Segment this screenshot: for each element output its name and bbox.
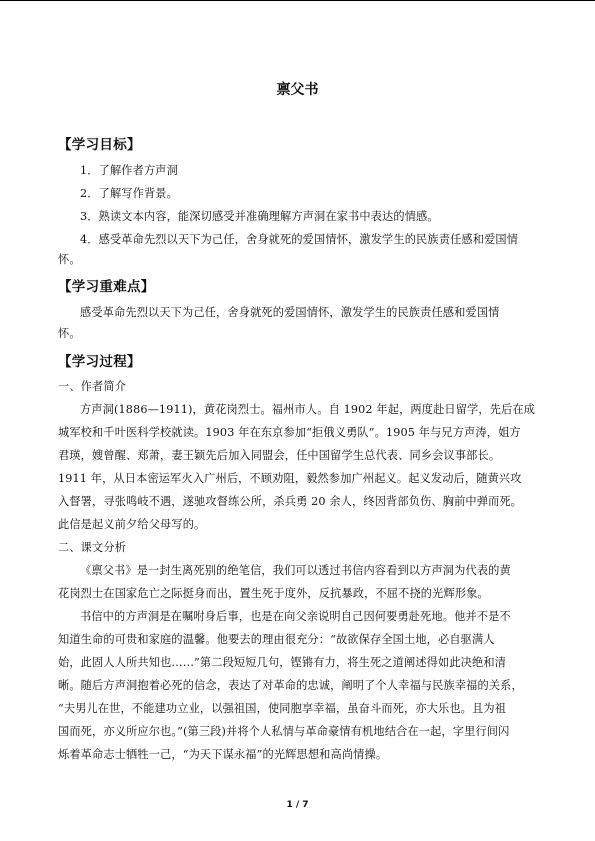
key-points-line-1: 感受革命先烈以天下为己任，舍身就死的爱国情怀，激发学生的民族责任感和爱国情 (80, 306, 500, 319)
key-points-heading: 【学习重难点】 (58, 279, 155, 295)
author-intro-line-1: 方声洞(1886—1911)，黄花岗烈士。福州市人。自 1902 年起，两度赴日留学，先后在成 (80, 403, 536, 416)
goal-item-3: 3．熟读文本内容，能深切感受并准确理解方声洞在家书中表达的情感。 (80, 210, 439, 223)
page-top-rule (0, 0, 595, 1)
author-intro-line-6: 此信是起义前夕给父母写的。 (58, 518, 206, 531)
page-title: 禀父书 (276, 82, 319, 98)
goal-item-1: 1．了解作者方声洞 (80, 164, 178, 177)
author-intro-title: 一、作者简介 (58, 380, 127, 393)
text-analysis-line-5: 始，此固人人所共知也……”第二段短短几句，铿锵有力，将生死之道阐述得如此决绝和清 (58, 656, 507, 669)
author-intro-line-5: 入督署，寻张鸣岐不遇，遂驰攻督练公所，杀兵勇 20 余人，终因背部负伤、胸前中弹而死。 (58, 495, 523, 508)
text-analysis-line-1: 《禀父书》是一封生离死别的绝笔信，我们可以透过书信内容看到以方声洞为代表的黄 (80, 564, 511, 577)
text-analysis-line-4: 知道生命的可贵和家庭的温馨。他要去的理由很充分：“故欲保存全国土地，必自驱满人 (58, 633, 495, 646)
goal-item-4-cont: 怀。 (58, 253, 81, 266)
text-analysis-line-9: 烁着革命志士牺牲一己，“为天下谋永福”的光辉思想和高尚情操。 (58, 748, 388, 761)
author-intro-line-2: 城军校和千叶医科学校就读。1903 年在东京参加“拒俄义勇队”。1905 年与兄方声涛，姐方 (58, 426, 521, 439)
text-analysis-line-8: 国而死，亦义所应尔也。”(第三段)并将个人私情与革命豪情有机地结合在一起，字里行间闪 (58, 725, 510, 738)
author-intro-line-3: 君瑛，嫂曾醒、郑萧，妻王颖先后加入同盟会，任中国留学生总代表、同乡会议事部长。 (58, 449, 501, 462)
text-analysis-line-2: 花岗烈士在国家危亡之际挺身而出，置生死于度外，反抗暴政，不屈不挠的光辉形象。 (58, 587, 489, 600)
page-number: 1 / 7 (286, 800, 309, 810)
author-intro-line-4: 1911 年，从日本密运军火入广州后，不顾劝阻，毅然参加广州起义。起义发动后，随黄兴攻 (58, 472, 522, 485)
text-analysis-line-7: “夫男儿在世，不能建功立业，以强祖国，使同胞享幸福，虽奋斗而死，亦大乐也。且为祖 (58, 702, 507, 715)
text-analysis-title: 二、课文分析 (58, 541, 127, 554)
text-analysis-line-3: 书信中的方声洞是在嘱咐身后事，也是在向父亲说明自己因何要勇赴死地。他并不是不 (80, 610, 511, 623)
goals-heading: 【学习目标】 (58, 137, 141, 153)
goal-item-4: 4．感受革命先烈以天下为己任，舍身就死的爱国情怀，激发学生的民族责任感和爱国情 (80, 233, 519, 246)
key-points-line-2: 怀。 (58, 327, 81, 340)
goal-item-2: 2．了解写作背景。 (80, 187, 178, 200)
text-analysis-line-6: 晰。随后方声洞抱着必死的信念，表达了对革命的忠诚，阐明了个人幸福与民族幸福的关系， (58, 679, 523, 692)
process-heading: 【学习过程】 (58, 354, 141, 370)
